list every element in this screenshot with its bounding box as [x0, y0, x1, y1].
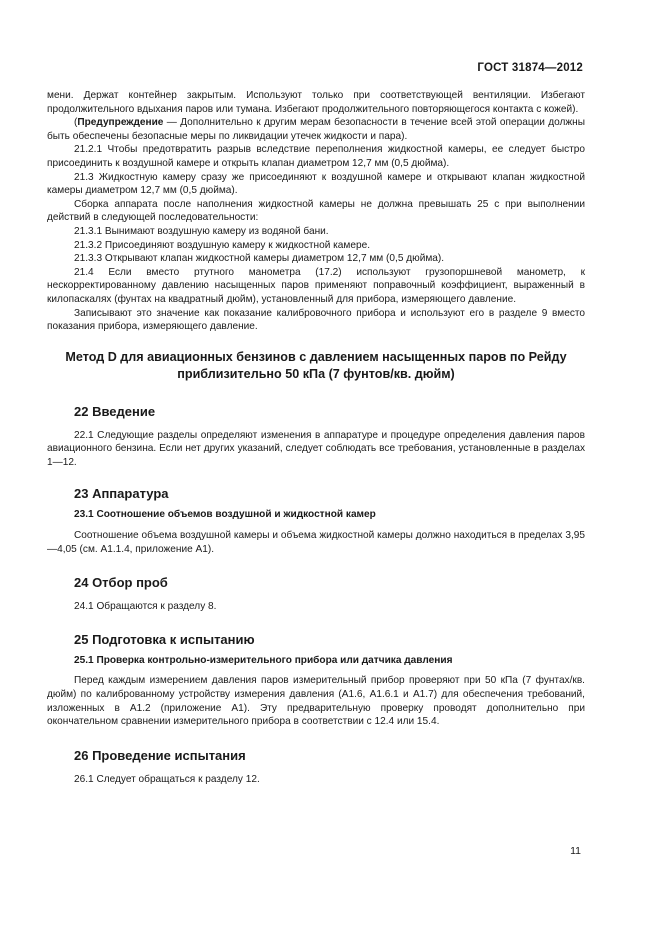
paragraph: Сборка аппарата после наполнения жидкостной камеры не должна превышать 25 с при выполнении действий в следующей последовательности: — [47, 198, 585, 224]
section-heading-25: 25 Подготовка к испытанию — [74, 631, 255, 647]
paragraph: 21.3.2 Присоединяют воздушную камеру к жидкостной камере. — [74, 239, 371, 251]
page-number: 11 — [570, 845, 581, 857]
paragraph: 21.3.3 Открывают клапан жидкостной камеры диаметром 12,7 мм (0,5 дюйма). — [74, 253, 445, 265]
paragraph: Записывают это значение как показание калибровочного прибора и используют его в разделе 9 вместо показания прибора, измеряющего давление. — [47, 307, 585, 333]
document-header-standard: ГОСТ 31874—2012 — [477, 62, 583, 74]
method-title: Метод D для авиационных бензинов с давлением насыщенных паров по Рейду приблизительно 50 кПа (7 фунтов/кв. дюйм) — [65, 349, 567, 381]
paragraph: 26.1 Следует обращаться к разделу 12. — [74, 773, 260, 785]
warning-open-paren: ( — [74, 117, 78, 129]
section-heading-26: 26 Проведение испытания — [74, 747, 246, 763]
paragraph: мени. Держат контейнер закрытым. Используют только при соответствующей вентиляции. Избегают продолжительного вдыхания паров или тумана. Избегают продолжительного повторяющегося контакта с кожей). — [47, 90, 585, 115]
paragraph: 21.4 Если вместо ртутного манометра (17.2) используют грузопоршневой манометр, к нескорректированному давлению насыщенных паров применяют поправочный коэффициент, выраженный в килопаскалях (фунтах на квадратный дюйм), установленный для прибора, измеряющего давление. — [47, 266, 585, 305]
subsection-heading-23-1: 23.1 Соотношение объемов воздушной и жидкостной камер — [74, 509, 376, 521]
subsection-heading-25-1: 25.1 Проверка контрольно-измерительного прибора или датчика давления — [74, 654, 453, 666]
paragraph: Соотношение объема воздушной камеры и объема жидкостной камеры должно находиться в пределах 3,95—4,05 (см. А1.1.4, приложение А1). — [47, 530, 585, 555]
paragraph: 24.1 Обращаются к разделу 8. — [74, 601, 217, 613]
section-heading-22: 22 Введение — [74, 403, 156, 419]
document-body — [47, 89, 585, 786]
paragraph: 22.1 Следующие разделы определяют изменения в аппаратуре и процедуре определения давления паров авиационного бензина. Если нет других указаний, следует соблюдать все требования, установленные в разделах 1—12. — [47, 429, 585, 468]
paragraph: Перед каждым измерением давления паров измерительный прибор проверяют при 50 кПа (7 фунтах/кв. дюйм) по калиброванному устройству измерения давления (А1.6, А1.6.1 и А1.7) для обеспечения требований, изложенных в А1.2 (приложение А1). Эту предварительную проверку проводят дополнительно при окончательном сравнении измерительного прибора в соответствии с 12.4 или 15.4. — [47, 675, 585, 728]
section-heading-23: 23 Аппаратура — [74, 486, 169, 502]
warning-text: — Дополнительно к другим мерам безопасности в течение всей этой операции должны быть обеспечены безопасные меры по ликвидации утечек жидкости и пара). — [47, 117, 585, 142]
paragraph: 21.2.1 Чтобы предотвратить разрыв вследствие переполнения жидкостной камеры, ее следует быстро присоединить к воздушной камере и открыть клапан диаметром 12,7 мм (0,5 дюйма). — [47, 144, 585, 169]
paragraph: 21.3.1 Вынимают воздушную камеру из водяной бани. — [74, 225, 329, 237]
warning-label: Предупреждение — [77, 117, 164, 129]
paragraph: 21.3 Жидкостную камеру сразу же присоединяют к воздушной камере и открывают клапан жидкостной камеры диаметром 12,7 мм (0,5 дюйма). — [47, 171, 585, 197]
section-heading-24: 24 Отбор проб — [74, 575, 168, 591]
warning-paragraph — [47, 116, 585, 143]
